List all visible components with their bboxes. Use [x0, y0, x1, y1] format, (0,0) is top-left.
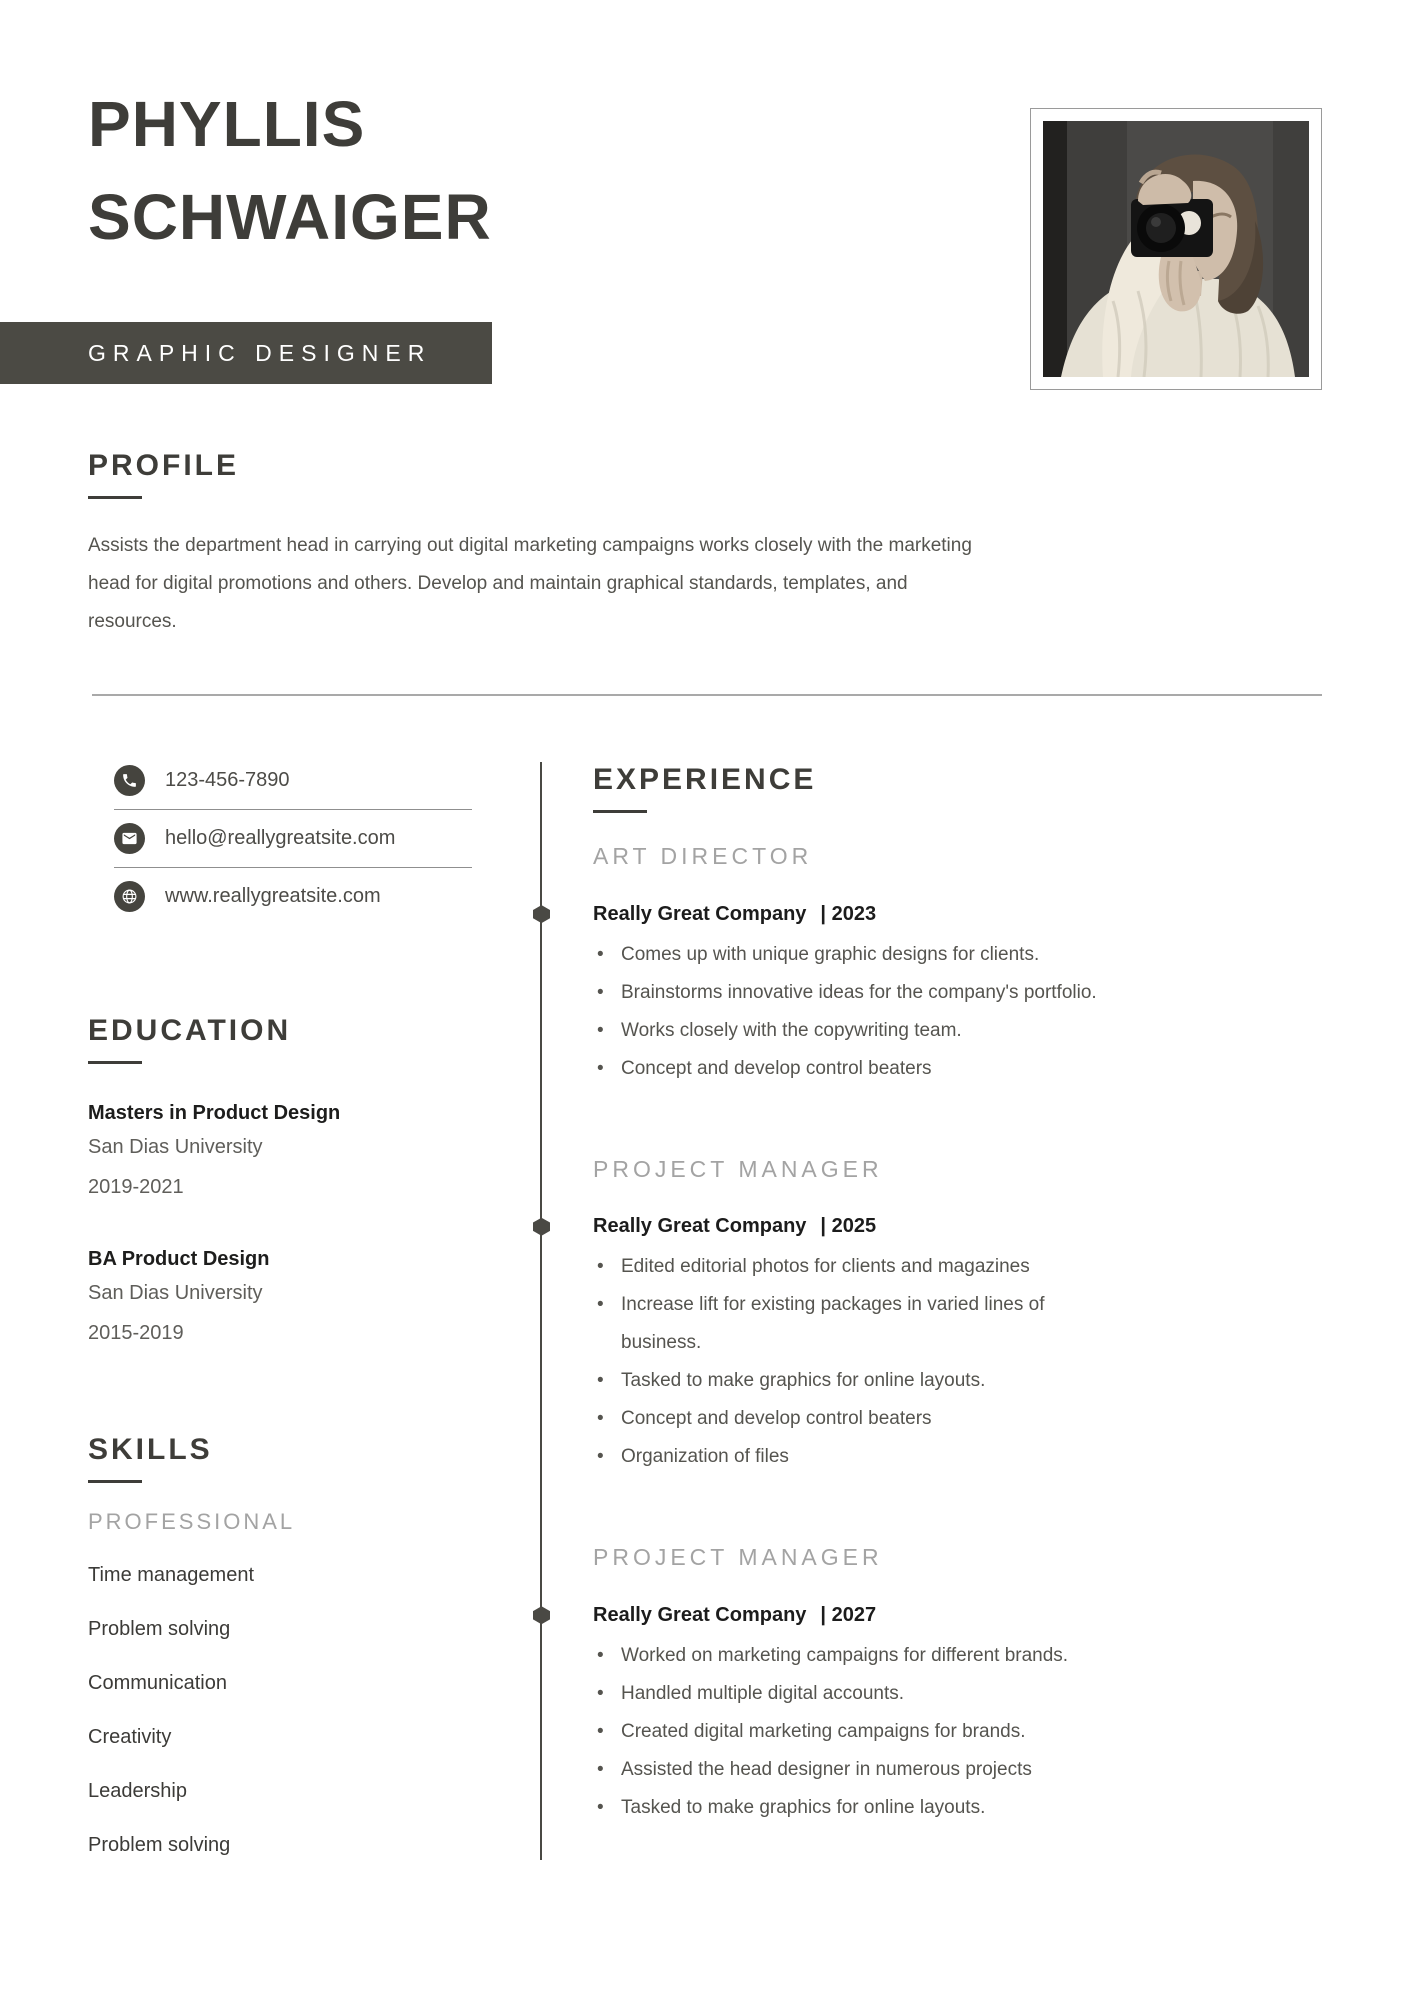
- experience-job: [593, 1156, 1273, 1477]
- timeline-dot: [533, 1606, 550, 1624]
- years: 2015-2019: [88, 1322, 184, 1344]
- job-title: PROJECT MANAGER: [593, 1155, 883, 1182]
- heading-rule: [593, 810, 647, 813]
- bullet-list: [593, 1637, 1126, 1827]
- timeline-dot: [533, 905, 550, 923]
- experience-bullet: • Comes up with unique graphic designs for clients.: [621, 936, 1126, 974]
- profile-section: [88, 448, 998, 641]
- experience-bullet: • Concept and develop control beaters: [621, 1050, 1126, 1088]
- skills-subheading: PROFESSIONAL: [88, 1509, 296, 1534]
- left-column: [88, 752, 488, 1885]
- first-name: PHYLLIS: [88, 88, 366, 160]
- school: San Dias University: [88, 1282, 263, 1304]
- skill-item: Creativity: [88, 1726, 172, 1749]
- education-entry: [88, 1242, 488, 1350]
- education-heading-text: EDUCATION: [88, 1014, 292, 1047]
- experience-heading: EXPERIENCE: [593, 763, 817, 796]
- profile-text: Assists the department head in carrying out digital marketing campaigns works closely with the marketing head for digital promotions and others. Develop and maintain graphical standards, templates, and resources.: [88, 535, 972, 632]
- degree: Masters in Product Design: [88, 1102, 341, 1124]
- company-name: Really Great Company: [593, 1215, 807, 1238]
- heading-rule: [88, 1061, 142, 1064]
- education-section-heading: [88, 1013, 488, 1064]
- experience-bullet: • Brainstorms innovative ideas for the company's portfolio.: [621, 974, 1126, 1012]
- skill-item: Time management: [88, 1564, 254, 1587]
- person-name: [88, 78, 492, 264]
- email-icon: [114, 823, 145, 854]
- job-title: ART DIRECTOR: [593, 843, 813, 869]
- experience-bullet: • Edited editorial photos for clients and magazines: [621, 1248, 1126, 1286]
- experience-section: [593, 762, 1273, 1827]
- bullet-list: [593, 936, 1126, 1088]
- job-year: | 2027: [820, 1603, 877, 1626]
- experience-bullet: • Worked on marketing campaigns for different brands.: [621, 1637, 1126, 1675]
- skill-item: Leadership: [88, 1780, 187, 1803]
- heading-rule: [88, 496, 142, 499]
- skill-item: Communication: [88, 1672, 227, 1695]
- skills-section-heading: [88, 1432, 488, 1483]
- contact-row-phone: [114, 752, 472, 810]
- heading-rule: [88, 1480, 142, 1483]
- experience-bullet: • Tasked to make graphics for online layouts.: [621, 1362, 1126, 1400]
- skill-list: [88, 1561, 488, 1859]
- portrait-photo-frame: [1030, 108, 1322, 390]
- experience-bullet: • Handled multiple digital accounts.: [621, 1675, 1126, 1713]
- experience-job: [593, 843, 1273, 1088]
- company-name: Really Great Company: [593, 902, 807, 925]
- company-line: [593, 901, 1273, 928]
- job-title-banner: [0, 322, 492, 384]
- timeline-dot: [533, 1218, 550, 1236]
- email-address: hello@reallygreatsite.com: [165, 827, 396, 849]
- experience-bullet: • Assisted the head designer in numerous projects: [621, 1751, 1126, 1789]
- timeline-line: [540, 762, 542, 1860]
- website-url: www.reallygreatsite.com: [165, 885, 381, 907]
- job-title: PROJECT MANAGER: [593, 1544, 883, 1571]
- experience-bullet: • Tasked to make graphics for online layouts.: [621, 1789, 1126, 1827]
- horizontal-divider: [92, 694, 1322, 696]
- skills-heading-text: SKILLS: [88, 1433, 213, 1466]
- portrait-photo: [1043, 121, 1309, 377]
- degree: BA Product Design: [88, 1248, 270, 1270]
- job-title: GRAPHIC DESIGNER: [88, 339, 432, 366]
- phone-icon: [114, 765, 145, 796]
- experience-bullet: • Created digital marketing campaigns for brands.: [621, 1713, 1126, 1751]
- contact-list: [114, 752, 472, 925]
- last-name: SCHWAIGER: [88, 180, 492, 253]
- phone-number: 123-456-7890: [165, 769, 290, 791]
- job-year: | 2025: [820, 1215, 877, 1238]
- experience-bullet: • Organization of files: [621, 1438, 1126, 1476]
- company-line: [593, 1602, 1273, 1629]
- company-line: [593, 1213, 1273, 1240]
- skill-item: Problem solving: [88, 1618, 231, 1641]
- contact-row-website: [114, 868, 472, 925]
- bullet-list: [593, 1248, 1126, 1476]
- school: San Dias University: [88, 1136, 263, 1158]
- experience-bullet: • Concept and develop control beaters: [621, 1400, 1126, 1438]
- contact-row-email: [114, 810, 472, 868]
- experience-bullet: • Increase lift for existing packages in varied lines of business.: [621, 1286, 1126, 1362]
- experience-bullet: • Works closely with the copywriting team.: [621, 1012, 1126, 1050]
- company-name: Really Great Company: [593, 1603, 807, 1626]
- experience-job: [593, 1544, 1273, 1827]
- years: 2019-2021: [88, 1176, 184, 1198]
- job-year: | 2023: [820, 902, 877, 925]
- globe-icon: [114, 881, 145, 912]
- skill-item: Problem solving: [88, 1834, 231, 1857]
- profile-heading: PROFILE: [88, 449, 240, 482]
- education-entry: [88, 1096, 488, 1204]
